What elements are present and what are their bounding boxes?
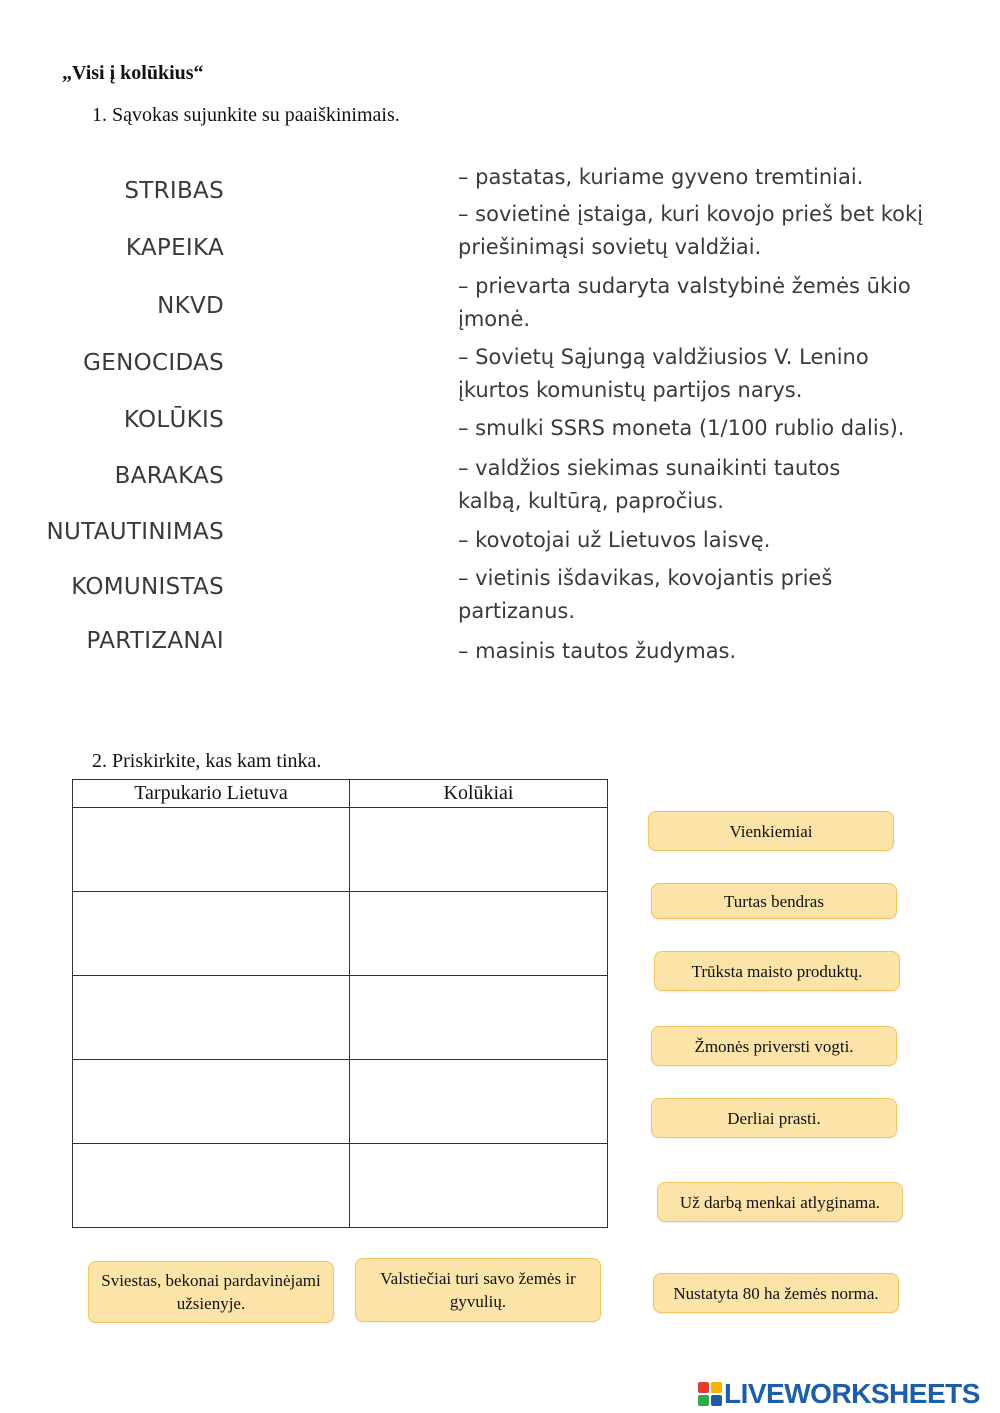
column-header-kolukiai: Kolūkiai	[350, 780, 608, 808]
drop-cell[interactable]	[350, 808, 608, 892]
drag-card[interactable]: Derliai prasti.	[651, 1098, 897, 1138]
task2-prompt: 2. Priskirkite, kas kam tinka.	[92, 750, 322, 772]
definition-item[interactable]: – vietinis išdavikas, kovojantis prieš partizanus.	[458, 566, 833, 623]
term-item[interactable]: KOMUNISTAS	[71, 574, 224, 600]
drag-card[interactable]: Sviestas, bekonai pardavinėjami užsienyje.	[88, 1261, 334, 1323]
liveworksheets-logo	[698, 1378, 980, 1410]
term-item[interactable]: KAPEIKA	[125, 235, 224, 261]
sorting-table	[72, 779, 608, 1228]
term-item[interactable]: NUTAUTINIMAS	[46, 519, 224, 545]
definition-item[interactable]: – pastatas, kuriame gyveno tremtiniai.	[458, 165, 864, 189]
definition-item[interactable]: – smulki SSRS moneta (1/100 rublio dalis).	[458, 416, 905, 440]
drop-cell[interactable]	[73, 1144, 350, 1228]
definition-item[interactable]: – sovietinė įstaiga, kuri kovojo prieš bet kokį priešinimąsi sovietų valdžiai.	[458, 202, 923, 259]
drag-card[interactable]: Turtas bendras	[651, 883, 897, 919]
liveworksheets-logo-text: LIVEWORKSHEETS	[724, 1378, 980, 1409]
task1-prompt: 1. Sąvokas sujunkite su paaiškinimais.	[92, 104, 400, 126]
term-item[interactable]: BARAKAS	[114, 463, 224, 489]
definition-item[interactable]: – Sovietų Sąjungą valdžiusios V. Lenino įkurtos komunistų partijos narys.	[458, 345, 869, 402]
drop-cell[interactable]	[350, 1060, 608, 1144]
drop-cell[interactable]	[350, 976, 608, 1060]
definition-item[interactable]: – kovotojai už Lietuvos laisvę.	[458, 528, 771, 552]
drag-card[interactable]: Žmonės priversti vogti.	[651, 1026, 897, 1066]
drag-card[interactable]: Nustatyta 80 ha žemės norma.	[653, 1273, 899, 1313]
term-item[interactable]: NKVD	[157, 293, 224, 319]
drag-card[interactable]: Trūksta maisto produktų.	[654, 951, 900, 991]
definition-item[interactable]: – valdžios siekimas sunaikinti tautos kalbą, kultūrą, papročius.	[458, 456, 841, 513]
drag-card[interactable]: Vienkiemiai	[648, 811, 894, 851]
definition-item[interactable]: – prievarta sudaryta valstybinė žemės ūkio įmonė.	[458, 274, 911, 331]
drag-card[interactable]: Valstiečiai turi savo žemės ir gyvulių.	[355, 1258, 601, 1322]
drag-card[interactable]: Už darbą menkai atlyginama.	[657, 1182, 903, 1222]
column-header-tarpukario-lietuva: Tarpukario Lietuva	[73, 780, 350, 808]
worksheet-title: „Visi į kolūkius“	[62, 62, 204, 84]
drop-cell[interactable]	[73, 1060, 350, 1144]
drop-cell[interactable]	[350, 1144, 608, 1228]
term-item[interactable]: GENOCIDAS	[83, 350, 224, 376]
term-item[interactable]: PARTIZANAI	[86, 628, 224, 654]
drop-cell[interactable]	[350, 892, 608, 976]
drop-cell[interactable]	[73, 808, 350, 892]
term-item[interactable]: KOLŪKIS	[123, 407, 224, 433]
liveworksheets-logo-icon	[698, 1382, 722, 1406]
definition-item[interactable]: – masinis tautos žudymas.	[458, 639, 737, 663]
drop-cell[interactable]	[73, 892, 350, 976]
term-item[interactable]: STRIBAS	[124, 178, 224, 204]
drop-cell[interactable]	[73, 976, 350, 1060]
